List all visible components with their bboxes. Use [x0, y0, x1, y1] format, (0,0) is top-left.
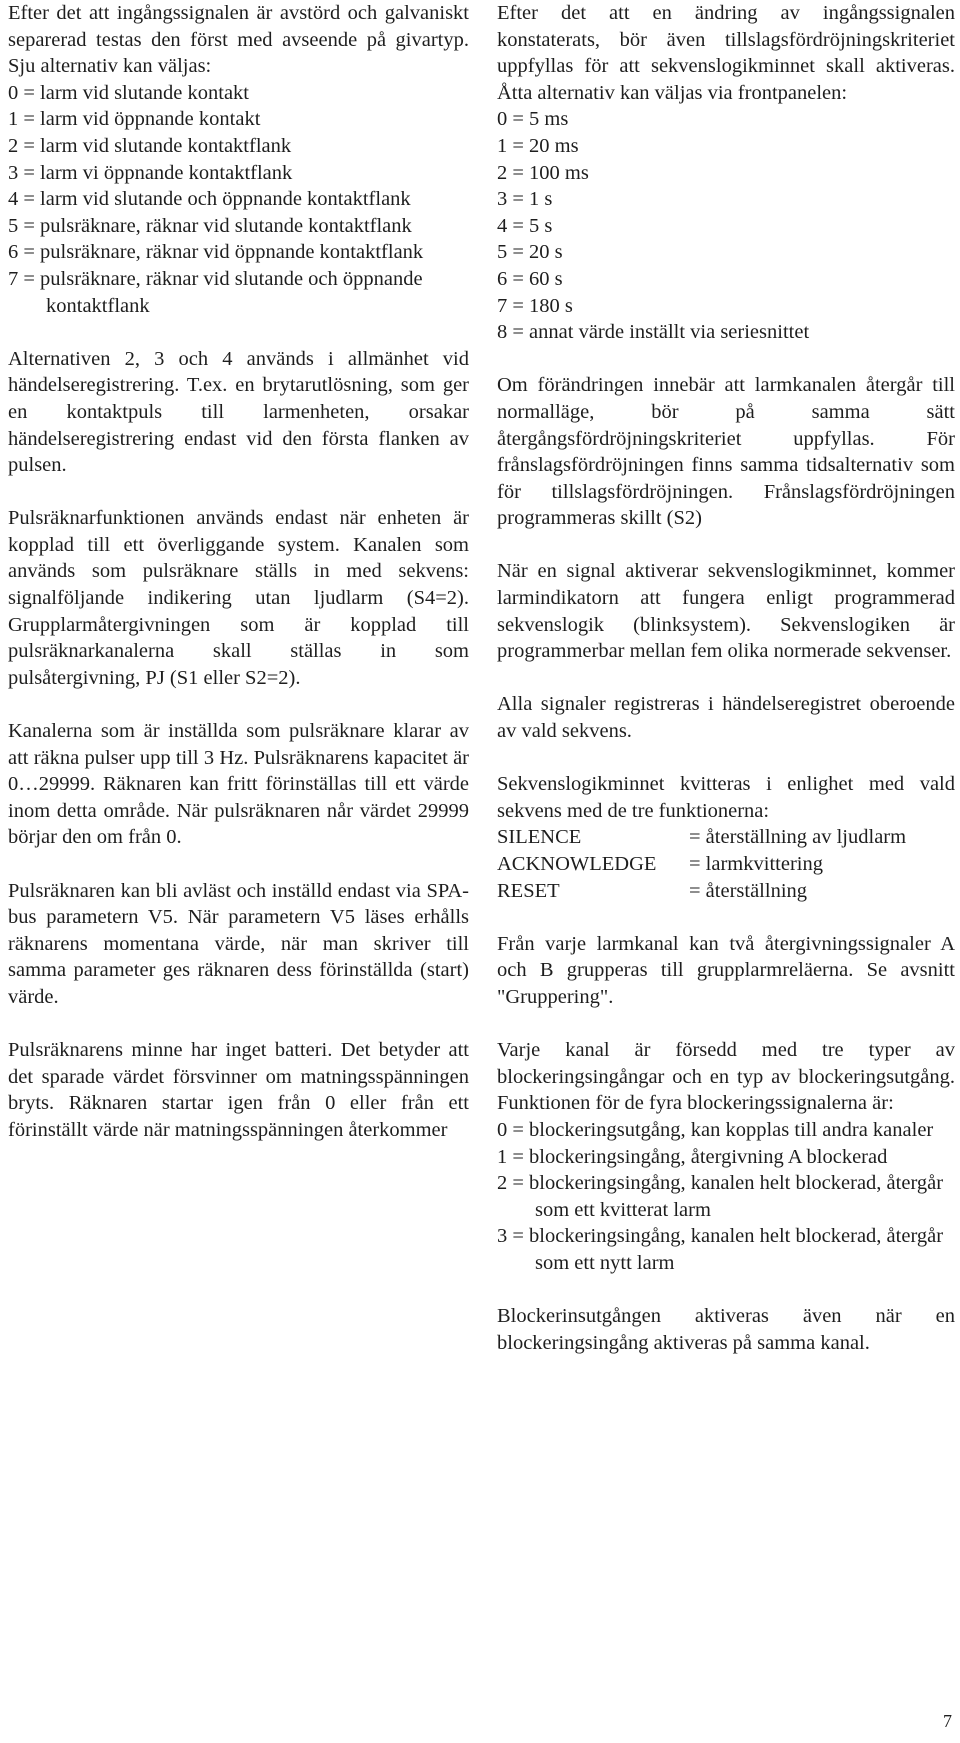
sensor-option-6: 6 = pulsräknare, räknar vid öppnande kontaktflank: [8, 241, 424, 264]
function-value: = återställning: [689, 879, 808, 902]
function-key: RESET: [497, 879, 560, 902]
delay-option-7: 7 = 180 s: [497, 294, 573, 317]
delay-option-6: 6 = 60 s: [497, 267, 563, 290]
blocking-option-1: 1 = blockeringsingång, återgivning A blockerad: [497, 1145, 888, 1168]
function-key: ACKNOWLEDGE: [497, 853, 657, 875]
delay-option-3: 3 = 1 s: [497, 188, 553, 211]
delay-option-2: 2 = 100 ms: [497, 161, 589, 184]
delay-option-8: 8 = annat värde inställt via seriesnittet: [497, 321, 810, 344]
sensor-option-5: 5 = pulsräknare, räknar vid slutande kontaktflank: [8, 214, 412, 237]
paragraph-read: Pulsräknaren kan bli avläst och inställd endast via SPA-bus parametern V5. När parametern V5 läses erhålls räknarens momentana värde, när man skriver till samma parameter ges räknaren dess förinställda (start) värde.: [8, 879, 469, 1008]
delay-option-0: 0 = 5 ms: [497, 108, 569, 131]
sensor-option-7: 7 = pulsräknare, räknar vid slutande och öppnande kontaktflank: [8, 267, 423, 317]
paragraph-memory: Pulsräknarens minne har inget batteri. Det betyder att det sparade värdet försvinner om matningsspänningen bryts. Räknaren startar igen från 0 eller från ett förinställt värde när matningsspänningen återkommer: [8, 1039, 469, 1141]
paragraph-channels: Kanalerna som är inställda som pulsräknare klarar av att räkna pulser upp till 3 Hz. Pulsräknarens kapacitet är 0…29999. Räknaren kan fritt förinställas till ett värde inom detta område. När pulsräknaren når värdet 29999 börjar den om från 0.: [8, 720, 469, 849]
sensor-option-4: 4 = larm vid slutande och öppnande kontaktflank: [8, 188, 411, 211]
paragraph-return: Om förändringen innebär att larmkanalen återgår till normalläge, bör på samma sätt återgångsfördröjningskriteriet uppfyllas. För frånslagsfördröjningen finns samma tidsalternativ som för tillslagsfördröjningen. Frånslagsfördröjningen programmeras skillt (S2): [497, 374, 955, 530]
blocking-option-2: 2 = blockeringsingång, kanalen helt blockerad, återgår som ett kvitterat larm: [497, 1172, 944, 1221]
delay-option-5: 5 = 20 s: [497, 241, 563, 264]
paragraph-pulse-function: Pulsräknarfunktionen används endast när enheten är kopplad till ett överliggande system. Kanalen som används som pulsräknare ställs in med sekvens: signalföljande indikering utan ljudlarm (S4=2). Grupplarmåtergivningen som är kopplad till pulsräknarkanalerna skall ställas in som pulsåtergivning, PJ (S1 eller S2=2).: [8, 507, 469, 689]
paragraph-output: Blockerinsutgången aktiveras även när en blockeringsingång aktiveras på samma kanal.: [497, 1305, 955, 1354]
paragraph-signal: När en signal aktiverar sekvenslogikminnet, kommer larmindikatorn att fungera enligt programmerad sekvenslogik (blinksystem). Sekvenslogiken är programmerbar mellan fem olika normerade sekvenser.: [497, 560, 955, 663]
left-intro: Efter det att ingångssignalen är avstörd och galvaniskt separerad testas den först med avseende på givartyp. Sju alternativ kan väljas:: [8, 2, 469, 78]
function-value: = larmkvittering: [689, 853, 823, 875]
delay-options: [497, 106, 955, 345]
page-number: 7: [943, 1711, 952, 1731]
left-column: [8, 0, 469, 1144]
delay-option-4: 4 = 5 s: [497, 214, 553, 237]
sensor-type-options: [8, 80, 469, 319]
function-key: SILENCE: [497, 826, 582, 849]
function-definitions: [497, 824, 955, 904]
blocking-option-3: 3 = blockeringsingång, kanalen helt blockerad, återgår som ett nytt larm: [497, 1225, 944, 1274]
right-column: [497, 0, 955, 1356]
sensor-option-2: 2 = larm vid slutande kontaktflank: [8, 134, 292, 157]
blocking-options: [497, 1117, 955, 1277]
sensor-option-1: 1 = larm vid öppnande kontakt: [8, 108, 261, 131]
delay-option-1: 1 = 20 ms: [497, 134, 579, 157]
blocking-option-0: 0 = blockeringsutgång, kan kopplas till andra kanaler: [497, 1118, 934, 1141]
function-value: = återställning av ljudlarm: [689, 826, 907, 849]
paragraph-acknowledged: Sekvenslogikminnet kvitteras i enlighet med vald sekvens med de tre funktionerna:: [497, 773, 955, 822]
paragraph-grouping: Från varje larmkanal kan två återgivningssignaler A och B grupperas till grupplarmreläerna. Se avsnitt "Gruppering".: [497, 932, 955, 1008]
sensor-option-3: 3 = larm vi öppnande kontaktflank: [8, 161, 293, 184]
sensor-option-0: 0 = larm vid slutande kontakt: [8, 81, 250, 104]
paragraph-alternatives: Alternativen 2, 3 och 4 används i allmänhet vid händelseregistrering. T.ex. en brytarutlösning, som ger en kontaktpuls till larmenheten, orsakar händelseregistrering endast vid den första flanken av pulsen.: [8, 347, 469, 477]
paragraph-blocking: Varje kanal är försedd med tre typer av blockeringsingångar och en typ av blockeringsutgång. Funktionen för de fyra blockeringssignalerna är:: [497, 1039, 955, 1115]
right-intro: Efter det att en ändring av ingångssignalen konstaterats, bör även tillslagsfördröjningskriteriet uppfyllas för att sekvenslogikminnet skall aktiveras. Åtta alternativ kan väljas via frontpanelen:: [497, 2, 955, 104]
paragraph-registered: Alla signaler registreras i händelseregistret oberoende av vald sekvens.: [497, 693, 955, 743]
